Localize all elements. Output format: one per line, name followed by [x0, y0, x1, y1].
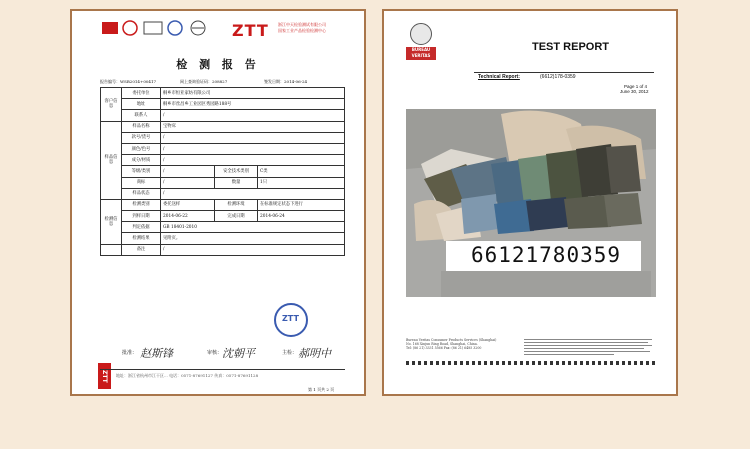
footer-divider [100, 369, 345, 370]
field-value: 宝物床 [161, 121, 345, 132]
field-value: 见附页。 [161, 233, 345, 244]
bv-badge-label [406, 47, 436, 60]
issue-date-label: 签发日期： [264, 79, 284, 84]
field-value: 委托送样 [161, 199, 215, 210]
field-label: 到样日期 [122, 211, 161, 222]
footer-checker-strip [406, 361, 656, 365]
footer-address: 地址：浙江省杭州市江干区... 电话：0571-87691127 传真：0571-87691128 [116, 373, 259, 378]
bv-badge-text-bottom: VERITAS [411, 53, 431, 58]
section-label [101, 244, 122, 255]
field-label: 检测结果 [122, 233, 161, 244]
field-label: 颜色/色号 [122, 143, 161, 154]
report-title: 检 测 报 告 [176, 58, 260, 71]
field-label: 备注 [122, 244, 161, 255]
table-row [101, 88, 345, 99]
ztt-logo: ZTT [232, 21, 269, 40]
table-row [101, 110, 345, 121]
header-divider [474, 72, 654, 73]
inspector-label: 主检： [282, 350, 298, 356]
sample-number-tag: 66121780359 [470, 243, 622, 267]
field-value: 桐乡市丝昌乡工业园区秀园路188号 [161, 99, 345, 110]
field-value: / [161, 155, 345, 166]
field-label: 等级/类别 [122, 166, 161, 177]
footer-address-line-2: Tel: (86 21) 3331 5566 Fax: (86 21) 6485 3200 [406, 346, 482, 350]
field-value: 桐乡市恒亚家纺有限公司 [161, 88, 345, 99]
field-value: / [161, 188, 345, 199]
field-label: 商标 [122, 177, 161, 188]
bureau-veritas-test-report-image [382, 9, 678, 396]
table-row [101, 155, 345, 166]
org-header-line-1: 浙江中天检验测试有限公司 [278, 22, 326, 27]
field-label: 完成日期 [215, 211, 258, 222]
bureau-veritas-logo [406, 23, 436, 63]
disclaimer-text-lines [524, 338, 654, 356]
footer-address-line-1: No. 168 Xinjun Ring Road, Shanghai, China. [406, 342, 478, 346]
table-row [101, 99, 345, 110]
table-row [101, 132, 345, 143]
footer-company-name: Bureau Veritas Consumer Products Services (Shanghai) [406, 338, 497, 342]
query-code-field [180, 79, 227, 85]
issue-date-field [264, 79, 307, 85]
report-number-value: WSB2014+00417 [120, 79, 157, 84]
table-row [101, 143, 345, 154]
table-row [101, 188, 345, 199]
bv-badge-text-top: BUREAU [411, 47, 431, 52]
fabric-samples-illustration [406, 109, 656, 297]
field-value: / [161, 244, 345, 255]
bv-seal-icon [410, 23, 432, 45]
review-label: 审核： [207, 350, 223, 356]
approve-label: 批准： [122, 350, 138, 356]
field-label: 检测类别 [122, 199, 161, 210]
field-label: 地址 [122, 99, 161, 110]
field-value: / [161, 143, 345, 154]
field-value: / [161, 166, 215, 177]
report-footer [406, 338, 656, 358]
query-code-label: 网上查询验证码： [180, 79, 212, 84]
field-label: 安全技术类别 [215, 166, 258, 177]
page-info: 第 1 页共 2 页 [308, 387, 335, 392]
ztt-side-logo: ZTT [98, 363, 111, 389]
field-label: 样品名称 [122, 121, 161, 132]
report-info-table [100, 87, 345, 256]
field-label: 联系人 [122, 110, 161, 121]
page-of-text: Page 1 of 4 [624, 84, 648, 89]
field-label: 检测环境 [215, 199, 258, 210]
table-row [101, 211, 345, 222]
field-label: 成分/材质 [122, 155, 161, 166]
test-report-title: TEST REPORT [532, 41, 610, 53]
field-value: 2014-06-24 [258, 211, 345, 222]
field-value: / [161, 177, 215, 188]
field-label: 款号/货号 [122, 132, 161, 143]
section-label: 客户信息 [101, 88, 122, 122]
field-value: 1只 [258, 177, 345, 188]
table-row [101, 199, 345, 210]
table-row [101, 177, 345, 188]
certification-logo-row [100, 19, 350, 41]
field-value: 在标准规定状态下进行 [258, 199, 345, 210]
table-row [101, 233, 345, 244]
seal-stamp-text: ZTT [282, 314, 299, 323]
table-row [101, 244, 345, 255]
field-label: 样品状态 [122, 188, 161, 199]
table-row [101, 121, 345, 132]
field-value: C类 [258, 166, 345, 177]
field-label: 判定依据 [122, 222, 161, 233]
report-number-field [100, 79, 156, 85]
footer-company-block [406, 338, 516, 350]
chinese-test-report-image [70, 9, 366, 396]
report-number-label: 报告编号： [100, 79, 120, 84]
field-label: 数量 [215, 177, 258, 188]
section-label: 样品信息 [101, 121, 122, 199]
field-value: GB 18401-2010 [161, 222, 345, 233]
inspector-signature: 郝明中 [298, 347, 331, 360]
issue-date-value: 2014-06-24 [284, 79, 308, 84]
technical-report-number: (6612)178-0359 [540, 74, 576, 80]
sample-photo [406, 109, 656, 297]
reviewer-signature: 沈朝平 [222, 347, 255, 360]
technical-report-label: Technical Report: [478, 74, 520, 80]
field-value: / [161, 132, 345, 143]
certification-logos-icon [100, 19, 230, 39]
query-code-value: 208827 [212, 79, 228, 84]
field-label: 委托单位 [122, 88, 161, 99]
org-header-line-2: 国家工业产品检验检测中心 [278, 28, 326, 33]
report-date: June 30, 2012 [620, 89, 649, 94]
approver-signature: 赵斯锋 [140, 347, 173, 360]
section-label: 检测信息 [101, 199, 122, 244]
table-row [101, 222, 345, 233]
table-row [101, 166, 345, 177]
footer-disclaimer-block [524, 338, 656, 358]
field-value: 2014-06-22 [161, 211, 215, 222]
field-value: / [161, 110, 345, 121]
